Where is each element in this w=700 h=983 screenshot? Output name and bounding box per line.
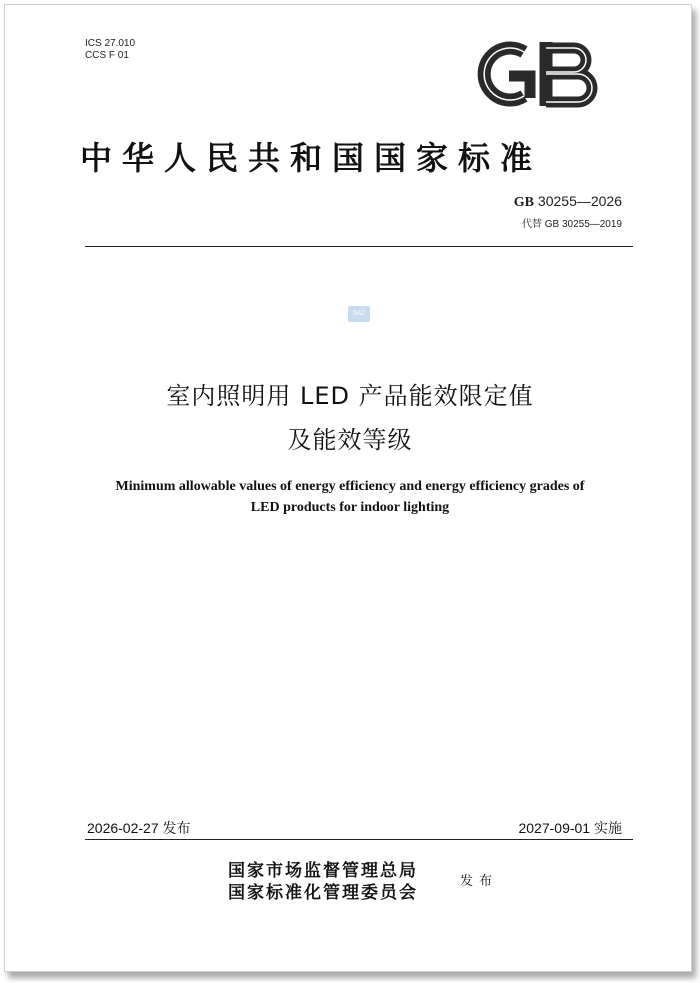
standard-prefix: GB [513,195,535,210]
ccs-code: CCS F 01 [85,50,129,61]
footer-divider [85,839,633,840]
sac-watermark: SAC [348,306,370,322]
gb-logo [464,38,604,110]
implementation-date: 2027-09-01 实施 [518,820,622,836]
standard-type-title: 中华人民共和国国家标准 [80,139,543,177]
classification-codes [85,38,135,62]
ics-code: ICS 27.010 [85,38,136,49]
standard-code: 30255—2026 [537,193,622,209]
header-divider [85,246,633,247]
chinese-title-line2: 及能效等级 [287,426,413,454]
replaces-standard: 代替 GB 30255—2019 [521,219,622,230]
english-title-line1: Minimum allowable values of energy efficiency and energy efficiency grades of [115,479,585,494]
issuing-authorities [228,860,418,904]
issuer-samr: 国家市场监督管理总局 [228,861,418,881]
issuer-sac: 国家标准化管理委员会 [228,883,418,903]
release-date: 2026-02-27 发布 [87,820,191,836]
english-title-line2: LED products for indoor lighting [250,500,450,515]
chinese-title-line1: 室内照明用 LED 产品能效限定值 [166,382,534,410]
publish-label: 发布 [460,874,499,889]
standard-number [514,193,622,211]
